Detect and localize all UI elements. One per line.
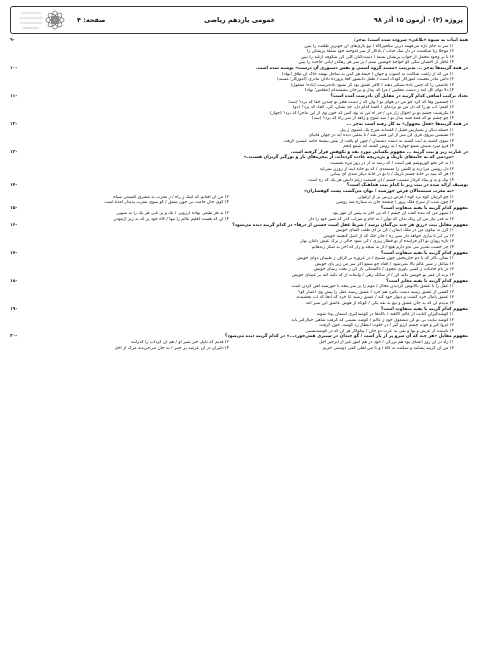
answer-option[interactable]: ۲) من آن آفتابم که آینک زِ راه / ز مغرب به مشرق کشیدن سپاه (113, 194, 229, 200)
question-block (10, 223, 468, 251)
question-stem (10, 122, 468, 128)
answer-option[interactable]: ۴) دلیران در آن عرصه یر جنبر / به جان می‌خریدند مرگ از اجل (114, 345, 229, 351)
institute-logo (15, 5, 71, 35)
answer-options (10, 44, 468, 66)
question-block (10, 279, 468, 307)
question-block (10, 334, 468, 351)
answer-options (10, 161, 468, 183)
answer-option[interactable]: ۱) حسله دیگر ز بسیارش فقیل / گفته‌اید شرح یک عضوی ز پیل (339, 127, 454, 133)
question-block (10, 307, 468, 335)
answer-option[interactable]: ۱) سر نه جای ذرّه می‌فهمد درین تنگجیرگاه / تیغ بازی‌های آن خونریزِ طلعت را ببین (304, 43, 454, 49)
answer-option[interactable]: ۱) عقل را با عشق بالانوس گردیدن محال / موم را بر سر پنجه با خورشید آهن کردن است (291, 284, 454, 290)
question-text: تعداد ترکیب اضافی کدام گزینه در مقابل آن نادرست آمده است؟ (330, 93, 468, 99)
question-stem (10, 94, 468, 100)
question-text: مفهوم مقابل «هر چند که آن سرو پر از بار است / گو چندان در ستیزی همی‌خورد...» در کدام گزینه دیده می‌شود؟ (224, 334, 468, 340)
answer-option[interactable]: ۴) نیک و بد و بنیاد کرداز مسبب چشم / آن قسمت زغم دانش هر یک که ره است (308, 177, 454, 183)
answer-options (10, 211, 468, 222)
answer-option[interactable]: ۴) ناسپت از عرش و بها و تقی به عزت دو جان / نیکوکار هر آن که در گوشه‌نشینی (305, 328, 454, 334)
question-stem (10, 38, 468, 44)
question-block (10, 38, 468, 66)
question-text: در عبارت زیر و بیت گزینهٔ ... مفهوم یکسانی مورد نقد و نکوهش قرار گرفته است. (290, 149, 468, 155)
question-number: ۹- (10, 38, 15, 43)
answer-option[interactable]: ۳) بگریست چشم تو بر احوال زار من / جز آه من نه بود کس که خون وی از این ماجرا که برد؟ (چهار) (269, 110, 454, 116)
answer-option[interactable]: ۱) چشمین وفا که کرد چو من در هوای تو / وان گه ز دست هجر تو چندین جفا که برد؟ (سه) (288, 99, 454, 105)
question-number: ۲۰- (10, 334, 18, 340)
question-stem (10, 66, 468, 72)
answer-option[interactable]: ۲) به هر طبعی نهاده آرزویی / نک و بز نابی هر یک را نه سویی (116, 211, 229, 217)
question-quote: «به مغرب سینه‌مالان قرص خورشید / نهان می‌گشت پشت کوهساران» (303, 189, 454, 195)
question-text: مفهوم کدام گزینه با بقیه مغایر است؟ (386, 278, 468, 284)
question-quote: «مردمی که به خانه‌های تاریک و بی‌دریچه عادت کرده‌اند، از پنجره‌های باز و نورگیر گریزان هستند.» (243, 155, 454, 161)
answer-option[interactable]: ۳) تازه رویان تو اگر فزاینده از نو قطار ریزی / کی شود حالی ز برگ عیش دامان بهار (300, 239, 454, 245)
answer-options (10, 100, 468, 122)
answer-option[interactable]: ۲) گفتم: آب تو را که دل من تو بردمای / گفتنا کدام دل، چه نشان، کی، کجا، که برد؟ (دو) (292, 105, 454, 111)
answer-option[interactable]: ۲) موجلا زنا شکست در دل تنگ حباب / یادگار از سر آموخته خود شعلهٔ پریشان را (306, 49, 454, 55)
question-text: مفهوم کدام گزینه با بقیه متفاوت است؟ (380, 205, 468, 211)
question-block (10, 94, 468, 122)
answer-option[interactable]: ۴) چو چشم تو که فتنهٔ فتنه بیدل تو / صد شوخ و زاهد از سر راه که برد؟ (سه) (311, 116, 454, 122)
answer-option[interactable]: ۱) به جز نحو کورپوشم هنر است / که رسد نه آر در روز تیره نشست (330, 161, 454, 167)
question-block (10, 183, 468, 205)
question-text: در همهٔ گزینه‌ها به‌جز ... به‌ترتیب «مسند گروه اسمی و نقش دستوری آن درست» نوشته شده است. (255, 65, 468, 71)
question-block (10, 150, 468, 184)
question-number: ۱۰- (10, 65, 18, 71)
answer-option[interactable]: ۴) گوی چان جامت نی چون شفق / گو سوی مغرب پدیدار آمده است (104, 200, 229, 206)
question-number: ۱۵- (10, 205, 18, 211)
answer-options (10, 312, 468, 334)
question-block (10, 66, 468, 94)
answer-option[interactable]: ۴) برنه از عمر تو خویش تکیه کن / از سائک رهی / وانمانه از که تکیه کند بر عصای خویش (291, 272, 454, 278)
answer-options (10, 340, 468, 351)
subject-title: عمومی یازدهم ریاضی (204, 16, 276, 24)
question-number: ۱۷- (10, 250, 18, 256)
question-number: ۱۸- (10, 278, 18, 284)
question-text: توصیف ارائه شده در بیت زیر با کدام بیت هماهنگ است؟ (346, 183, 468, 189)
answer-option[interactable]: ۲) گوشه نبابت بی تو کن مشغولِ خود ز عالم / گوشه نشینی که گرفت شاهی خیال‌گیر یابد (291, 317, 454, 323)
answer-option[interactable]: ۳) در بام حادثات ز کسی باوری مجوی / ناگشتگی باز کن ز بخت رسای خویش (313, 267, 454, 273)
answer-option[interactable]: ۴) آن که هست اقلیم عالم را تنها / گاه خود پر که به زیر آزمودن (113, 217, 229, 222)
question-text: همهٔ ابیات به شیوهٔ «بلاغی» سروده شده است؛ به‌جز: (353, 38, 468, 43)
question-text: مفهوم کدام گزینه با بقیه متفاوت است؟ (380, 306, 468, 312)
answer-options (10, 128, 468, 150)
answer-option[interactable]: ۱) گوشه‌گیرانِ کتابت از عالم آگاهند / ناکه‌ها در گوشه‌گیری آسمان پیدا شوند (316, 312, 454, 318)
question-block (10, 251, 468, 279)
question-text: در همهٔ گزینه‌ها «فعل مجهول» به کار رفته است به‌جز ... (346, 121, 468, 127)
answer-option[interactable]: ۲) نی ابر تا بیاری خواهد دار سپر زه / جان چک که از اصل گنجینه خویش (323, 233, 454, 239)
answer-option[interactable]: ۱) سپهر من که بنده گفت آن جشم / که پی آخر به پیش آن مهر بود (332, 211, 454, 217)
answer-options (10, 72, 468, 94)
question-number: ۱۲- (10, 121, 18, 127)
flower-emblem-icon (15, 5, 71, 35)
questions-list (10, 38, 468, 351)
answer-option[interactable]: ۱) گرز نه بیگوی من در ملک ایمان / کن بر ای طلب کتفای خویش (335, 228, 454, 234)
answer-option[interactable]: ۲) گفتنی از عشق رسید دست نگیرد هم خرد / عشق رسید عقل را پیش وی اعتبار کو؟ (298, 289, 454, 295)
answer-option[interactable]: ۳) چون شب از سرخ فلک پرور / چشمهٔ جان به ستاره شد روشن (336, 200, 454, 206)
answer-option[interactable]: ۲) قدیم که دلیل خیر شیر او / هم آن گرداب را گذرانند (131, 340, 229, 346)
question-number: ۱۳- (10, 149, 18, 155)
answer-option[interactable]: ۱) چو گریبان کوه برد کوه / قرص زرنین پر از ارغوان (358, 194, 454, 200)
answer-option[interactable]: ۴) ندیدم آن که به جان عشق و تیغ به نقد یکی / کوتاه از هوش عاشق این سیر آمد (305, 300, 454, 306)
question-number: ۱۱- (10, 93, 18, 99)
question-number: ۱۶- (10, 222, 18, 228)
answer-option[interactable]: ۱) من که از زلفت شکایت به آشوب و جهان / خیمهٔ هر کس به ساحل نهفته خاک آن طاق (نهاد) (282, 71, 454, 77)
answer-option[interactable]: ۳) انزوا گیر و قوت چشم آرزو گیر / در خلوت انتظار زد گوشه، خون گرفت (319, 323, 454, 329)
question-text: مفهوم مقابل بیت «رزق هر چند بی‌گمان برسد / شرط عقل است جستن از درها» در کدام گزینه دیده می‌شود؟ (232, 222, 468, 228)
page-header (10, 6, 468, 34)
answer-option[interactable]: ۳) عاشقی را که چنین بادهٔ شبگیر دهند / کافر عشق بود گر نشود باده‌پرست (باده؛ مفعول) (290, 82, 454, 88)
page-number: صفحه: ۴ (77, 16, 106, 24)
answer-option[interactable]: ۲) شاغل ز سیر عالم بالا نمی‌شود / افتاد چو شمع اگر سر من زیر پای خویش (314, 261, 454, 267)
answer-option[interactable]: ۴) جز حسب تقدیر نتی ندو دارم هیچ / از نه نتیجه و زار که آخر به شکر زندهایم (311, 244, 454, 250)
question-number: ۱۹- (10, 306, 18, 312)
answer-option[interactable]: ۲) تشمس تیرؤی فری کن سر از این قصر بلند / تا بفلبی دیده آید در جهان فانیای (308, 133, 454, 139)
question-block (10, 122, 468, 150)
exam-title: پروژه (۳) - آزمون ۱۵ آذر ۹۸ (373, 16, 463, 24)
answer-option[interactable]: ۴) فرو میرد شبش شمع چهاره / به روش گشته آید شمع اِنجم (342, 144, 454, 150)
answer-option[interactable]: ۱) زاد در آن روز اعتنای بود هم بزرگی / خود در هم آموز غیر از اتزجیر اجل (318, 340, 454, 346)
question-text: مفهوم کدام گزینه با بقیه متفاوت است؟ (380, 250, 468, 256)
question-block (10, 206, 468, 223)
answer-option[interactable]: ۳) عشق پامال خرد گشت و دیوار خود کند / عشق رسید آیا خرد که آنجا که آب بخشیدند (296, 295, 454, 301)
question-number: ۱۴- (10, 183, 18, 189)
answer-options (10, 228, 468, 250)
answer-option[interactable]: ۳) من آن گزینه بشانند و سکنت نه گاه / و با من اهلی کمی دوستی حریم (322, 345, 454, 351)
answer-options (10, 256, 468, 278)
answer-option[interactable]: ۳) سوی گشته به آیت گشته بد دست دشمنان / چون او یافت از نیش نیشتهٔ جامه عیسیٔ گرفت (283, 138, 454, 144)
answer-options (10, 284, 468, 306)
answer-option[interactable]: ۳) به قدر نیاز من آن رنگ بدان که توان / به جام و شراب گذر که شیر خود را دار (308, 217, 454, 222)
answer-option[interactable]: ۳) هر که بنیه بر خانهٔ چشم تاریک / تا نو در خانهٔ دیگر شدی ای بینایی (330, 172, 454, 178)
answer-option[interactable]: ۲) دل روشن مرا زند و گلشن را مستعدی / که بو خانهٔ آینه از روزن نمی‌آید (319, 166, 454, 172)
answer-option[interactable]: ۲) دامن مادر نخست آموزگار کودک است / طفل دانشور کجا پرورده نادان مادری (آموزگار؛ مسند) (277, 77, 454, 83)
answer-option[interactable]: ۴) غافل از احسان تنگی کو خواجهٔ خوشین ستم / بر سر هر رهگذر آیاتی حاجت را ببین (298, 60, 454, 66)
answer-option[interactable]: ۳) تا بر وجود محملِ از خوابِ پریشان بستهٔ / دست‌کنان گلی گن شکوفه آرغند را ببین (300, 54, 454, 60)
answer-options (10, 195, 468, 206)
answer-option[interactable]: ۴) دلا نوای گل آمد ز دست مجلس / مرا که بیدل و بی‌جان نشسته‌ام (مجلس؛ نهاد) (304, 88, 454, 94)
answer-option[interactable]: ۱) تمکن ناکر که با دم جان‌بخش چون مسیح / در عروره بر گزاف ز طبیبان دوای خویش (296, 256, 454, 262)
